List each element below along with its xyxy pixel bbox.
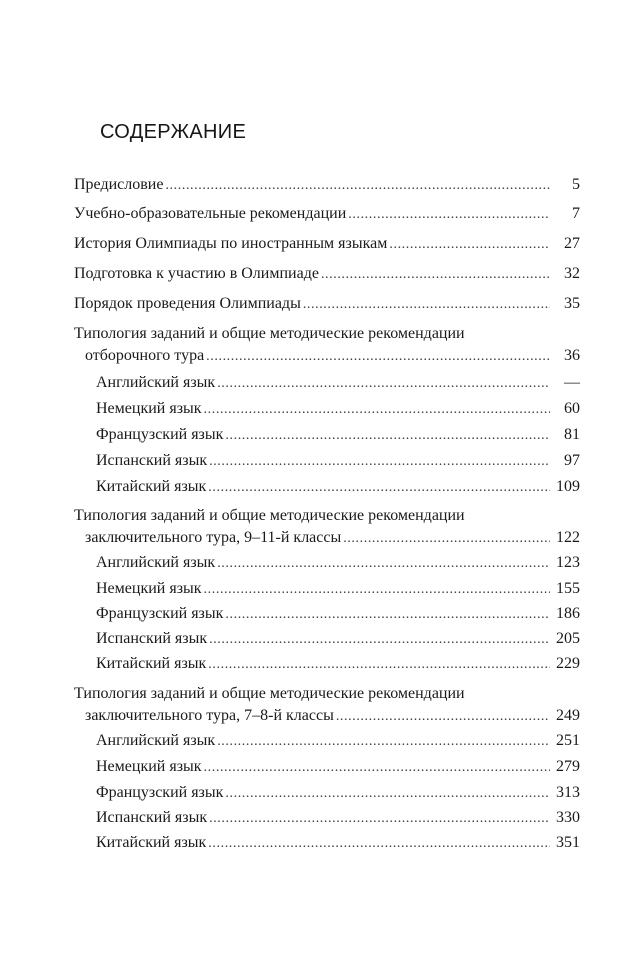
toc-entry-label: Китайский язык (96, 478, 207, 495)
toc-subentry[interactable] (96, 372, 580, 394)
toc-page-number: 36 (564, 347, 580, 364)
toc-entry-label: Испанский язык (96, 809, 208, 826)
dot-leader (204, 757, 550, 779)
toc-page-number: 60 (564, 400, 580, 417)
toc-entry-label: отборочного тура (85, 347, 205, 364)
toc-entry-label: Испанский язык (96, 452, 208, 469)
dot-leader (389, 234, 550, 256)
dot-leader (217, 553, 550, 575)
toc-entry-label: Предисловие (74, 176, 164, 193)
toc-subentry[interactable] (96, 782, 580, 804)
toc-page-number: 155 (556, 580, 580, 597)
toc-page-number: 122 (556, 529, 580, 546)
toc-page-number: 32 (564, 265, 580, 282)
toc-page-number: 186 (556, 605, 580, 622)
toc-entry-label: Китайский язык (96, 834, 207, 851)
toc-entry-label: Немецкий язык (96, 580, 202, 597)
dot-leader (209, 629, 550, 651)
toc-entry-label: заключительного тура, 7–8-й классы (85, 707, 334, 724)
dot-leader (208, 654, 550, 676)
toc-subentry[interactable] (96, 603, 580, 625)
toc-subentry[interactable] (96, 552, 580, 574)
toc-page-number: 279 (556, 758, 580, 775)
dot-leader (208, 477, 550, 499)
dot-leader (348, 204, 550, 226)
toc-page-number: 251 (556, 732, 580, 749)
toc-page-number: 27 (564, 235, 580, 252)
toc-entry-label: Немецкий язык (96, 758, 202, 775)
toc-page-number: 229 (556, 655, 580, 672)
toc-entry-preface[interactable] (74, 174, 580, 196)
toc-entry-preparation[interactable] (74, 263, 580, 285)
section-heading: Типология заданий и общие методические рекомендации (74, 507, 465, 524)
toc-section-entry[interactable] (85, 527, 580, 549)
toc-subentry[interactable] (96, 832, 580, 854)
dot-leader (217, 731, 550, 753)
dot-leader (225, 425, 550, 447)
dot-leader (321, 264, 550, 286)
toc-page-number: 313 (556, 784, 580, 801)
dot-leader (204, 399, 550, 421)
toc-entry-label: Подготовка к участию в Олимпиаде (74, 265, 319, 282)
toc-page-number: 330 (556, 809, 580, 826)
toc-page-number: 205 (556, 630, 580, 647)
toc-entry-label: Испанский язык (96, 630, 208, 647)
toc-subentry[interactable] (96, 476, 580, 498)
toc-entry-history[interactable] (74, 233, 580, 255)
toc-page-number: 97 (564, 452, 580, 469)
toc-subentry[interactable] (96, 628, 580, 650)
toc-entry-label: Учебно-образовательные рекомендации (74, 205, 347, 222)
dot-leader (204, 579, 550, 601)
toc-entry-label: Китайский язык (96, 655, 207, 672)
toc-subentry[interactable] (96, 756, 580, 778)
toc-subentry[interactable] (96, 398, 580, 420)
toc-entry-label: Французский язык (96, 605, 224, 622)
dot-leader (343, 528, 550, 550)
toc-entry-label: Английский язык (96, 554, 216, 571)
toc-entry-label: Порядок проведения Олимпиады (74, 295, 301, 312)
dot-leader (303, 294, 550, 316)
dot-leader (225, 604, 550, 626)
page-title: СОДЕРЖАНИЕ (100, 121, 247, 143)
dot-leader (209, 451, 550, 473)
toc-page-number: — (564, 374, 580, 391)
toc-entry-label: Английский язык (96, 732, 216, 749)
toc-entry-label: История Олимпиады по иностранным языкам (74, 235, 388, 252)
toc-subentry[interactable] (96, 424, 580, 446)
dot-leader (225, 783, 550, 805)
section-heading: Типология заданий и общие методические рекомендации (74, 325, 465, 342)
dot-leader (209, 808, 550, 830)
toc-entry-label: Английский язык (96, 374, 216, 391)
toc-subentry[interactable] (96, 578, 580, 600)
toc-page-number: 7 (572, 205, 580, 222)
toc-section-entry[interactable] (85, 345, 580, 367)
toc-entry-label: заключительного тура, 9–11-й классы (85, 529, 342, 546)
dot-leader (208, 833, 550, 855)
dot-leader (336, 706, 550, 728)
dot-leader (206, 346, 550, 368)
toc-entry-label: Французский язык (96, 426, 224, 443)
toc-page-number: 35 (564, 295, 580, 312)
toc-section-entry[interactable] (85, 705, 580, 727)
toc-page-number: 123 (556, 554, 580, 571)
toc-entry-recommendations[interactable] (74, 203, 580, 225)
table-of-contents (74, 0, 580, 958)
toc-page-number: 81 (564, 426, 580, 443)
dot-leader (217, 373, 550, 395)
section-heading: Типология заданий и общие методические рекомендации (74, 685, 465, 702)
toc-subentry[interactable] (96, 807, 580, 829)
toc-entry-procedure[interactable] (74, 293, 580, 315)
dot-leader (165, 175, 550, 197)
toc-subentry[interactable] (96, 653, 580, 675)
toc-entry-label: Французский язык (96, 784, 224, 801)
toc-subentry[interactable] (96, 450, 580, 472)
toc-page-number: 5 (572, 176, 580, 193)
toc-page-number: 109 (556, 478, 580, 495)
toc-page-number: 351 (556, 834, 580, 851)
toc-subentry[interactable] (96, 730, 580, 752)
toc-page-number: 249 (556, 707, 580, 724)
toc-entry-label: Немецкий язык (96, 400, 202, 417)
